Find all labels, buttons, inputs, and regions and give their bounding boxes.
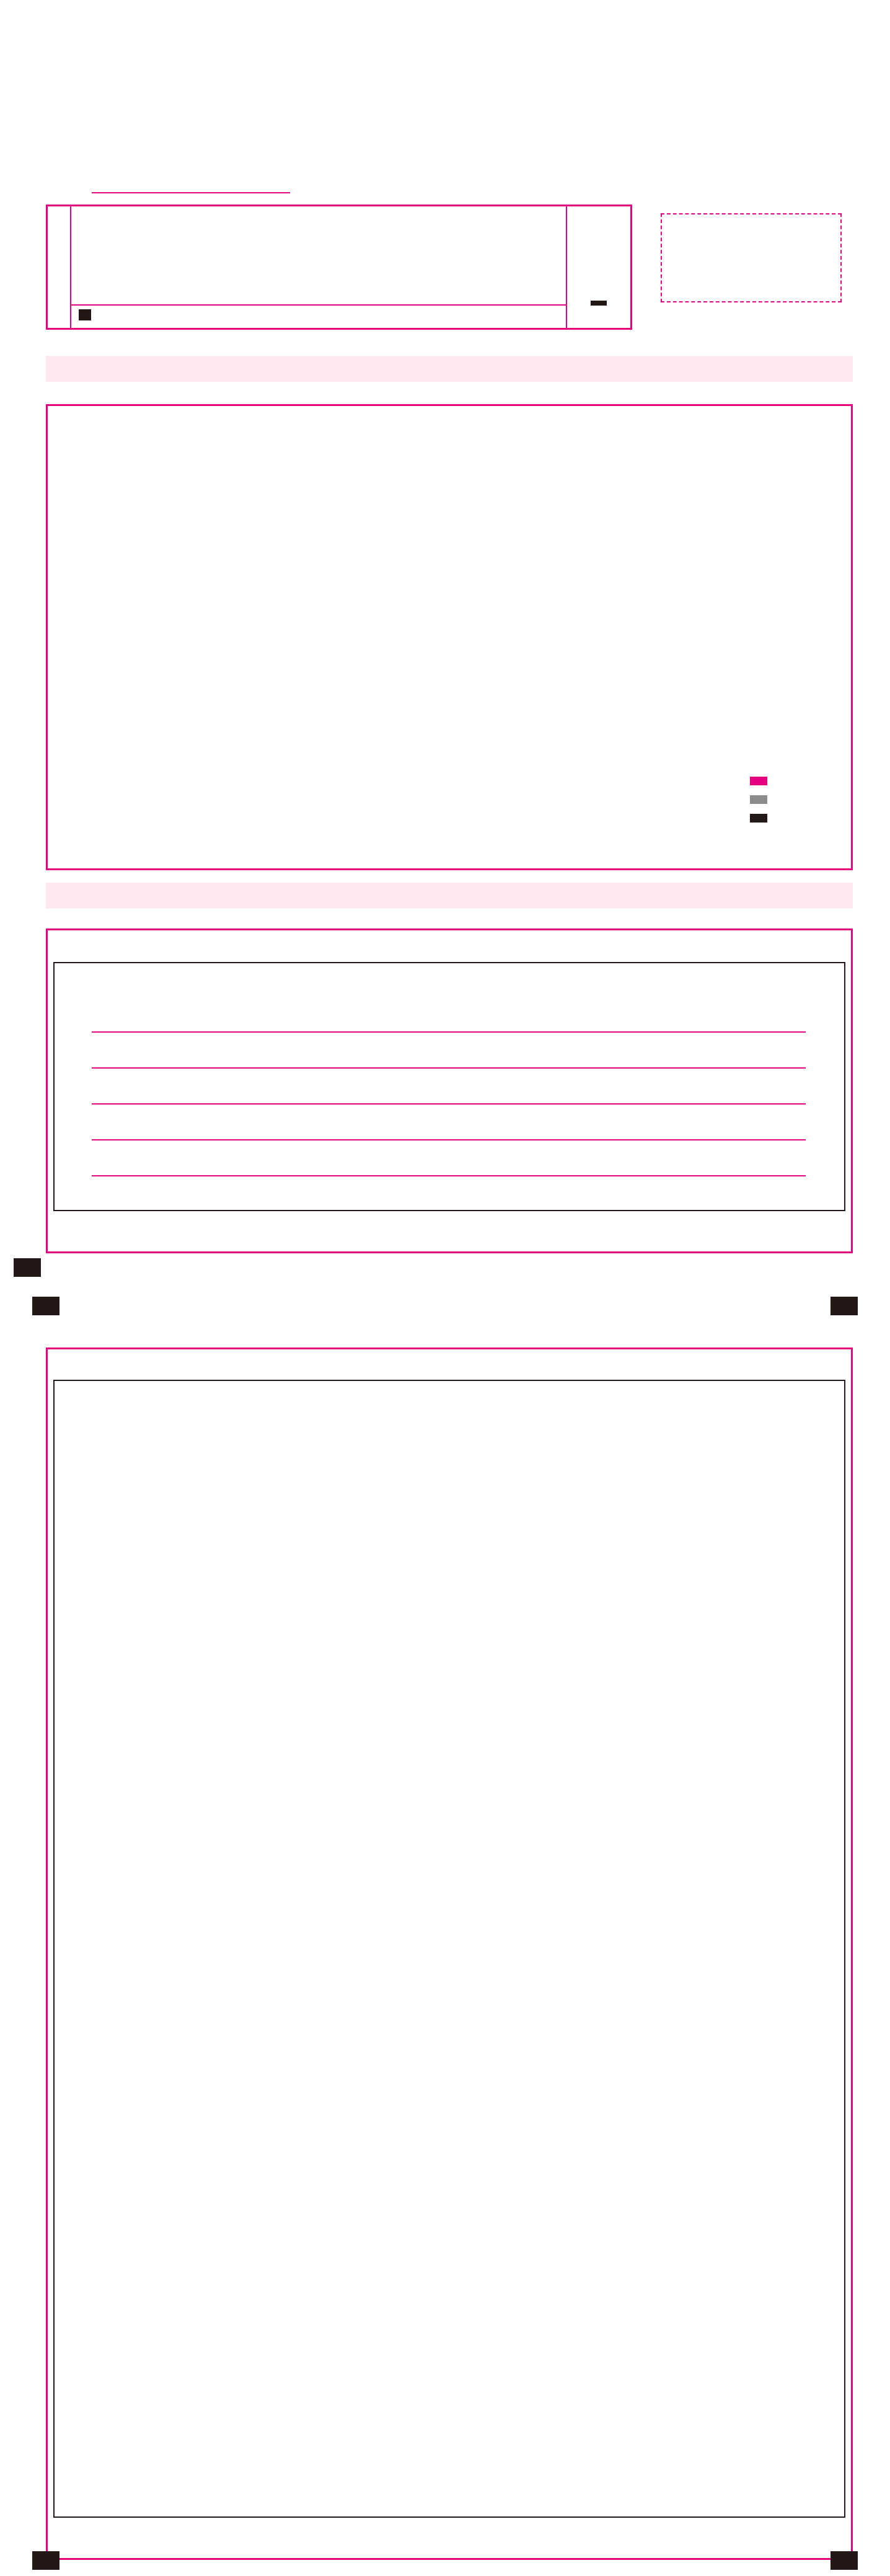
legend-mark-black xyxy=(750,814,767,823)
answer-line[interactable] xyxy=(92,1175,806,1176)
name-field[interactable] xyxy=(92,192,290,193)
legend-mark-pink xyxy=(750,777,767,785)
answer-row-59[interactable] xyxy=(62,1117,806,1142)
fill-sample-mark xyxy=(591,301,607,306)
timing-mark xyxy=(32,1297,59,1315)
timing-mark xyxy=(831,1297,858,1315)
mcq-area xyxy=(46,404,853,870)
barcode-area xyxy=(661,213,842,302)
notice-box xyxy=(46,205,632,330)
notice-side-label xyxy=(48,206,71,328)
answer-line[interactable] xyxy=(92,1139,806,1140)
fill-sample-area xyxy=(566,206,632,328)
answer-row-57[interactable] xyxy=(62,1045,806,1070)
answer-line[interactable] xyxy=(92,1103,806,1105)
answer-row-56[interactable] xyxy=(62,1009,806,1034)
mcq-section-banner xyxy=(46,356,853,382)
timing-mark xyxy=(32,2551,59,2570)
answer-row-60[interactable] xyxy=(62,1153,806,1178)
answer-line[interactable] xyxy=(92,1067,806,1069)
timing-mark xyxy=(14,1258,41,1277)
answer-row-58[interactable] xyxy=(62,1081,806,1106)
non-mcq-section-banner xyxy=(46,883,853,909)
legend-mark-gray xyxy=(750,795,767,804)
timing-mark xyxy=(831,2551,858,2570)
absent-mark-box[interactable] xyxy=(79,309,91,320)
answer-line[interactable] xyxy=(92,1031,806,1033)
writing-answer-frame xyxy=(53,1380,845,2518)
notice-divider xyxy=(70,304,566,306)
